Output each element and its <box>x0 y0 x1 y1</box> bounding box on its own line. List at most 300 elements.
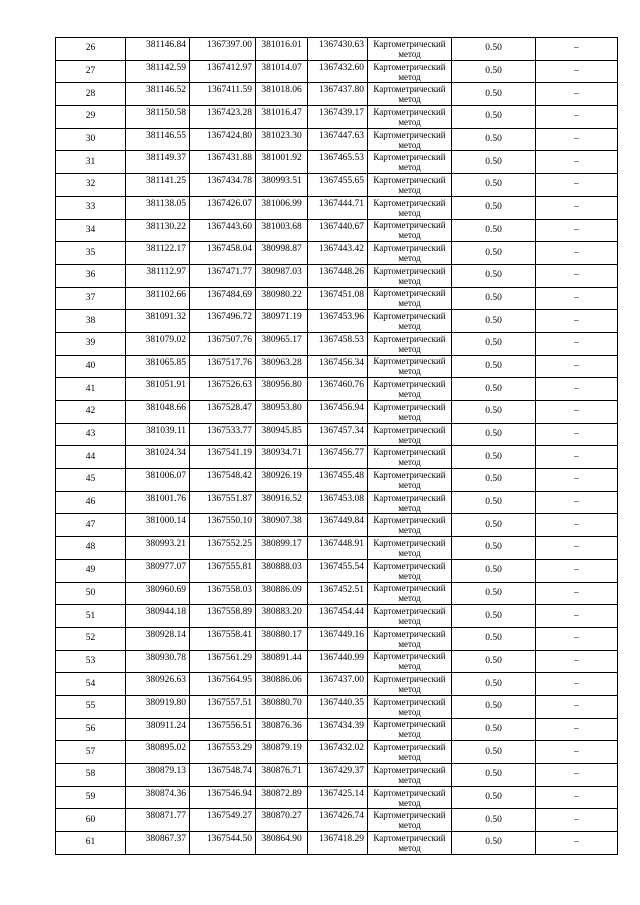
point-number-cell: 34 <box>56 219 126 242</box>
precision-cell: 0.50 <box>452 764 536 787</box>
y-coordinate-existing-cell: 1367423.28 <box>190 106 256 129</box>
note-cell: – <box>536 151 618 174</box>
precision-cell: 0.50 <box>452 605 536 628</box>
table-row <box>56 378 618 401</box>
table-row <box>56 38 618 61</box>
precision-cell: 0.50 <box>452 673 536 696</box>
table-row <box>56 650 618 673</box>
y-coordinate-existing-cell: 1367458.04 <box>190 242 256 265</box>
point-number-cell: 29 <box>56 106 126 129</box>
table-row <box>56 264 618 287</box>
method-cell: Картометрический метод <box>368 627 452 650</box>
point-number-cell: 56 <box>56 718 126 741</box>
x-coordinate-existing-cell: 380977.07 <box>126 559 190 582</box>
x-coordinate-refined-cell: 381001.92 <box>256 151 308 174</box>
x-coordinate-existing-cell: 380960.69 <box>126 582 190 605</box>
precision-cell: 0.50 <box>452 537 536 560</box>
y-coordinate-existing-cell: 1367412.97 <box>190 60 256 83</box>
note-cell: – <box>536 537 618 560</box>
y-coordinate-existing-cell: 1367411.59 <box>190 83 256 106</box>
note-cell: – <box>536 355 618 378</box>
x-coordinate-refined-cell: 380899.17 <box>256 537 308 560</box>
y-coordinate-refined-cell: 1367457.34 <box>308 423 368 446</box>
y-coordinate-refined-cell: 1367443.42 <box>308 242 368 265</box>
point-number-cell: 33 <box>56 196 126 219</box>
note-cell: – <box>536 264 618 287</box>
x-coordinate-refined-cell: 381006.99 <box>256 196 308 219</box>
point-number-cell: 40 <box>56 355 126 378</box>
x-coordinate-refined-cell: 380870.27 <box>256 809 308 832</box>
note-cell: – <box>536 673 618 696</box>
method-cell: Картометрический метод <box>368 423 452 446</box>
table-row <box>56 491 618 514</box>
x-coordinate-refined-cell: 380971.19 <box>256 310 308 333</box>
point-number-cell: 53 <box>56 650 126 673</box>
table-row <box>56 83 618 106</box>
y-coordinate-refined-cell: 1367456.34 <box>308 355 368 378</box>
x-coordinate-refined-cell: 380926.19 <box>256 469 308 492</box>
point-number-cell: 41 <box>56 378 126 401</box>
table-row <box>56 469 618 492</box>
table-row <box>56 128 618 151</box>
y-coordinate-refined-cell: 1367455.48 <box>308 469 368 492</box>
y-coordinate-refined-cell: 1367447.63 <box>308 128 368 151</box>
x-coordinate-refined-cell: 380880.70 <box>256 695 308 718</box>
method-cell: Картометрический метод <box>368 764 452 787</box>
precision-cell: 0.50 <box>452 832 536 855</box>
method-cell: Картометрический метод <box>368 196 452 219</box>
note-cell: – <box>536 83 618 106</box>
x-coordinate-existing-cell: 380919.80 <box>126 695 190 718</box>
y-coordinate-existing-cell: 1367434.78 <box>190 174 256 197</box>
point-number-cell: 58 <box>56 764 126 787</box>
y-coordinate-existing-cell: 1367431.88 <box>190 151 256 174</box>
x-coordinate-existing-cell: 380871.77 <box>126 809 190 832</box>
note-cell: – <box>536 718 618 741</box>
point-number-cell: 49 <box>56 559 126 582</box>
y-coordinate-refined-cell: 1367454.44 <box>308 605 368 628</box>
y-coordinate-refined-cell: 1367440.99 <box>308 650 368 673</box>
x-coordinate-existing-cell: 381024.34 <box>126 446 190 469</box>
y-coordinate-existing-cell: 1367561.29 <box>190 650 256 673</box>
method-cell: Картометрический метод <box>368 60 452 83</box>
precision-cell: 0.50 <box>452 809 536 832</box>
x-coordinate-existing-cell: 380928.14 <box>126 627 190 650</box>
precision-cell: 0.50 <box>452 106 536 129</box>
point-number-cell: 54 <box>56 673 126 696</box>
point-number-cell: 28 <box>56 83 126 106</box>
note-cell: – <box>536 423 618 446</box>
y-coordinate-existing-cell: 1367443.60 <box>190 219 256 242</box>
x-coordinate-existing-cell: 381048.66 <box>126 401 190 424</box>
x-coordinate-existing-cell: 380874.36 <box>126 786 190 809</box>
y-coordinate-refined-cell: 1367448.26 <box>308 264 368 287</box>
y-coordinate-refined-cell: 1367425.14 <box>308 786 368 809</box>
table-row <box>56 832 618 855</box>
x-coordinate-refined-cell: 380998.87 <box>256 242 308 265</box>
y-coordinate-existing-cell: 1367544.50 <box>190 832 256 855</box>
table-row <box>56 673 618 696</box>
y-coordinate-refined-cell: 1367448.91 <box>308 537 368 560</box>
precision-cell: 0.50 <box>452 151 536 174</box>
x-coordinate-refined-cell: 380886.09 <box>256 582 308 605</box>
method-cell: Картометрический метод <box>368 605 452 628</box>
x-coordinate-refined-cell: 380864.90 <box>256 832 308 855</box>
table-row <box>56 310 618 333</box>
y-coordinate-refined-cell: 1367465.53 <box>308 151 368 174</box>
point-number-cell: 61 <box>56 832 126 855</box>
precision-cell: 0.50 <box>452 401 536 424</box>
x-coordinate-existing-cell: 381091.32 <box>126 310 190 333</box>
x-coordinate-refined-cell: 380980.22 <box>256 287 308 310</box>
note-cell: – <box>536 491 618 514</box>
method-cell: Картометрический метод <box>368 559 452 582</box>
x-coordinate-refined-cell: 380891.44 <box>256 650 308 673</box>
precision-cell: 0.50 <box>452 60 536 83</box>
table-row <box>56 559 618 582</box>
y-coordinate-existing-cell: 1367548.74 <box>190 764 256 787</box>
x-coordinate-existing-cell: 381146.84 <box>126 38 190 61</box>
table-row <box>56 446 618 469</box>
table-row <box>56 786 618 809</box>
y-coordinate-existing-cell: 1367558.03 <box>190 582 256 605</box>
precision-cell: 0.50 <box>452 627 536 650</box>
y-coordinate-refined-cell: 1367449.16 <box>308 627 368 650</box>
x-coordinate-refined-cell: 380886.06 <box>256 673 308 696</box>
method-cell: Картометрический метод <box>368 469 452 492</box>
x-coordinate-existing-cell: 381051.91 <box>126 378 190 401</box>
y-coordinate-existing-cell: 1367549.27 <box>190 809 256 832</box>
point-number-cell: 59 <box>56 786 126 809</box>
method-cell: Картометрический метод <box>368 174 452 197</box>
precision-cell: 0.50 <box>452 378 536 401</box>
y-coordinate-refined-cell: 1367418.29 <box>308 832 368 855</box>
method-cell: Картометрический метод <box>368 446 452 469</box>
point-number-cell: 45 <box>56 469 126 492</box>
y-coordinate-existing-cell: 1367553.29 <box>190 741 256 764</box>
point-number-cell: 42 <box>56 401 126 424</box>
note-cell: – <box>536 219 618 242</box>
x-coordinate-existing-cell: 380911.24 <box>126 718 190 741</box>
method-cell: Картометрический метод <box>368 219 452 242</box>
note-cell: – <box>536 332 618 355</box>
y-coordinate-existing-cell: 1367557.51 <box>190 695 256 718</box>
precision-cell: 0.50 <box>452 264 536 287</box>
precision-cell: 0.50 <box>452 355 536 378</box>
x-coordinate-refined-cell: 380956.80 <box>256 378 308 401</box>
table-row <box>56 627 618 650</box>
method-cell: Картометрический метод <box>368 83 452 106</box>
precision-cell: 0.50 <box>452 582 536 605</box>
y-coordinate-existing-cell: 1367564.95 <box>190 673 256 696</box>
method-cell: Картометрический метод <box>368 242 452 265</box>
precision-cell: 0.50 <box>452 128 536 151</box>
point-number-cell: 36 <box>56 264 126 287</box>
method-cell: Картометрический метод <box>368 401 452 424</box>
precision-cell: 0.50 <box>452 469 536 492</box>
x-coordinate-existing-cell: 380930.78 <box>126 650 190 673</box>
note-cell: – <box>536 287 618 310</box>
method-cell: Картометрический метод <box>368 718 452 741</box>
note-cell: – <box>536 469 618 492</box>
x-coordinate-existing-cell: 381039.11 <box>126 423 190 446</box>
x-coordinate-refined-cell: 380876.36 <box>256 718 308 741</box>
point-number-cell: 26 <box>56 38 126 61</box>
table-row <box>56 741 618 764</box>
y-coordinate-existing-cell: 1367556.51 <box>190 718 256 741</box>
point-number-cell: 30 <box>56 128 126 151</box>
point-number-cell: 55 <box>56 695 126 718</box>
x-coordinate-existing-cell: 380879.13 <box>126 764 190 787</box>
x-coordinate-existing-cell: 380993.21 <box>126 537 190 560</box>
x-coordinate-refined-cell: 380876.71 <box>256 764 308 787</box>
x-coordinate-refined-cell: 380888.03 <box>256 559 308 582</box>
note-cell: – <box>536 378 618 401</box>
x-coordinate-existing-cell: 381122.17 <box>126 242 190 265</box>
precision-cell: 0.50 <box>452 650 536 673</box>
note-cell: – <box>536 832 618 855</box>
y-coordinate-refined-cell: 1367429.37 <box>308 764 368 787</box>
x-coordinate-existing-cell: 381102.66 <box>126 287 190 310</box>
x-coordinate-existing-cell: 381142.59 <box>126 60 190 83</box>
note-cell: – <box>536 809 618 832</box>
precision-cell: 0.50 <box>452 446 536 469</box>
x-coordinate-refined-cell: 380880.17 <box>256 627 308 650</box>
y-coordinate-refined-cell: 1367437.80 <box>308 83 368 106</box>
point-number-cell: 31 <box>56 151 126 174</box>
y-coordinate-refined-cell: 1367432.60 <box>308 60 368 83</box>
note-cell: – <box>536 106 618 129</box>
y-coordinate-existing-cell: 1367517.76 <box>190 355 256 378</box>
x-coordinate-existing-cell: 381138.05 <box>126 196 190 219</box>
note-cell: – <box>536 174 618 197</box>
method-cell: Картометрический метод <box>368 106 452 129</box>
point-number-cell: 43 <box>56 423 126 446</box>
precision-cell: 0.50 <box>452 174 536 197</box>
table-row <box>56 355 618 378</box>
y-coordinate-existing-cell: 1367528.47 <box>190 401 256 424</box>
table-row <box>56 423 618 446</box>
precision-cell: 0.50 <box>452 695 536 718</box>
table-row <box>56 287 618 310</box>
y-coordinate-refined-cell: 1367455.65 <box>308 174 368 197</box>
y-coordinate-existing-cell: 1367526.63 <box>190 378 256 401</box>
note-cell: – <box>536 627 618 650</box>
point-number-cell: 35 <box>56 242 126 265</box>
table-row <box>56 605 618 628</box>
note-cell: – <box>536 741 618 764</box>
precision-cell: 0.50 <box>452 287 536 310</box>
precision-cell: 0.50 <box>452 559 536 582</box>
method-cell: Картометрический метод <box>368 514 452 537</box>
y-coordinate-refined-cell: 1367460.76 <box>308 378 368 401</box>
x-coordinate-existing-cell: 381000.14 <box>126 514 190 537</box>
y-coordinate-existing-cell: 1367397.00 <box>190 38 256 61</box>
point-number-cell: 50 <box>56 582 126 605</box>
x-coordinate-existing-cell: 381130.22 <box>126 219 190 242</box>
y-coordinate-refined-cell: 1367444.71 <box>308 196 368 219</box>
method-cell: Картометрический метод <box>368 38 452 61</box>
precision-cell: 0.50 <box>452 741 536 764</box>
method-cell: Картометрический метод <box>368 287 452 310</box>
table-row <box>56 174 618 197</box>
method-cell: Картометрический метод <box>368 695 452 718</box>
precision-cell: 0.50 <box>452 38 536 61</box>
table-row <box>56 764 618 787</box>
y-coordinate-existing-cell: 1367484.69 <box>190 287 256 310</box>
table-row <box>56 809 618 832</box>
x-coordinate-refined-cell: 381018.06 <box>256 83 308 106</box>
x-coordinate-existing-cell: 381146.55 <box>126 128 190 151</box>
x-coordinate-existing-cell: 381150.58 <box>126 106 190 129</box>
method-cell: Картометрический метод <box>368 832 452 855</box>
x-coordinate-existing-cell: 381001.76 <box>126 491 190 514</box>
method-cell: Картометрический метод <box>368 355 452 378</box>
method-cell: Картометрический метод <box>368 332 452 355</box>
x-coordinate-refined-cell: 380872.89 <box>256 786 308 809</box>
precision-cell: 0.50 <box>452 786 536 809</box>
x-coordinate-existing-cell: 381065.85 <box>126 355 190 378</box>
table-row <box>56 106 618 129</box>
table-row <box>56 242 618 265</box>
point-number-cell: 60 <box>56 809 126 832</box>
y-coordinate-refined-cell: 1367440.67 <box>308 219 368 242</box>
y-coordinate-existing-cell: 1367496.72 <box>190 310 256 333</box>
y-coordinate-refined-cell: 1367449.84 <box>308 514 368 537</box>
x-coordinate-refined-cell: 380993.51 <box>256 174 308 197</box>
point-number-cell: 46 <box>56 491 126 514</box>
y-coordinate-refined-cell: 1367458.53 <box>308 332 368 355</box>
note-cell: – <box>536 764 618 787</box>
x-coordinate-refined-cell: 380879.19 <box>256 741 308 764</box>
x-coordinate-refined-cell: 380953.80 <box>256 401 308 424</box>
precision-cell: 0.50 <box>452 83 536 106</box>
point-number-cell: 44 <box>56 446 126 469</box>
x-coordinate-existing-cell: 380867.37 <box>126 832 190 855</box>
point-number-cell: 39 <box>56 332 126 355</box>
y-coordinate-refined-cell: 1367440.35 <box>308 695 368 718</box>
x-coordinate-existing-cell: 381006.07 <box>126 469 190 492</box>
note-cell: – <box>536 310 618 333</box>
x-coordinate-refined-cell: 381023.30 <box>256 128 308 151</box>
point-number-cell: 38 <box>56 310 126 333</box>
y-coordinate-refined-cell: 1367453.08 <box>308 491 368 514</box>
y-coordinate-existing-cell: 1367426.07 <box>190 196 256 219</box>
note-cell: – <box>536 242 618 265</box>
x-coordinate-refined-cell: 380883.20 <box>256 605 308 628</box>
y-coordinate-refined-cell: 1367452.51 <box>308 582 368 605</box>
method-cell: Картометрический метод <box>368 151 452 174</box>
method-cell: Картометрический метод <box>368 741 452 764</box>
method-cell: Картометрический метод <box>368 128 452 151</box>
x-coordinate-refined-cell: 380907.38 <box>256 514 308 537</box>
x-coordinate-existing-cell: 381112.97 <box>126 264 190 287</box>
method-cell: Картометрический метод <box>368 264 452 287</box>
table-row <box>56 196 618 219</box>
point-number-cell: 51 <box>56 605 126 628</box>
note-cell: – <box>536 38 618 61</box>
method-cell: Картометрический метод <box>368 378 452 401</box>
precision-cell: 0.50 <box>452 219 536 242</box>
method-cell: Картометрический метод <box>368 310 452 333</box>
y-coordinate-refined-cell: 1367456.94 <box>308 401 368 424</box>
table-body <box>56 38 618 855</box>
y-coordinate-existing-cell: 1367533.77 <box>190 423 256 446</box>
note-cell: – <box>536 559 618 582</box>
point-number-cell: 52 <box>56 627 126 650</box>
method-cell: Картометрический метод <box>368 673 452 696</box>
x-coordinate-refined-cell: 381016.47 <box>256 106 308 129</box>
y-coordinate-refined-cell: 1367455.54 <box>308 559 368 582</box>
x-coordinate-refined-cell: 380916.52 <box>256 491 308 514</box>
y-coordinate-existing-cell: 1367550.10 <box>190 514 256 537</box>
note-cell: – <box>536 446 618 469</box>
note-cell: – <box>536 695 618 718</box>
x-coordinate-existing-cell: 380944.18 <box>126 605 190 628</box>
table-row <box>56 332 618 355</box>
table-row <box>56 718 618 741</box>
y-coordinate-existing-cell: 1367471.77 <box>190 264 256 287</box>
x-coordinate-existing-cell: 381141.25 <box>126 174 190 197</box>
document-page <box>55 37 617 855</box>
y-coordinate-existing-cell: 1367424.80 <box>190 128 256 151</box>
x-coordinate-refined-cell: 381003.68 <box>256 219 308 242</box>
table-row <box>56 151 618 174</box>
note-cell: – <box>536 401 618 424</box>
y-coordinate-refined-cell: 1367453.96 <box>308 310 368 333</box>
y-coordinate-existing-cell: 1367558.41 <box>190 627 256 650</box>
precision-cell: 0.50 <box>452 332 536 355</box>
point-number-cell: 57 <box>56 741 126 764</box>
table-row <box>56 401 618 424</box>
y-coordinate-refined-cell: 1367451.08 <box>308 287 368 310</box>
y-coordinate-refined-cell: 1367437.00 <box>308 673 368 696</box>
x-coordinate-refined-cell: 380963.28 <box>256 355 308 378</box>
coordinates-table <box>55 37 618 855</box>
note-cell: – <box>536 605 618 628</box>
method-cell: Картометрический метод <box>368 491 452 514</box>
x-coordinate-existing-cell: 380895.02 <box>126 741 190 764</box>
table-row <box>56 60 618 83</box>
x-coordinate-refined-cell: 381014.07 <box>256 60 308 83</box>
precision-cell: 0.50 <box>452 423 536 446</box>
y-coordinate-existing-cell: 1367507.76 <box>190 332 256 355</box>
x-coordinate-refined-cell: 380945.85 <box>256 423 308 446</box>
x-coordinate-existing-cell: 381079.02 <box>126 332 190 355</box>
x-coordinate-refined-cell: 381016.01 <box>256 38 308 61</box>
precision-cell: 0.50 <box>452 242 536 265</box>
table-row <box>56 514 618 537</box>
note-cell: – <box>536 128 618 151</box>
x-coordinate-existing-cell: 380926.63 <box>126 673 190 696</box>
point-number-cell: 48 <box>56 537 126 560</box>
precision-cell: 0.50 <box>452 196 536 219</box>
note-cell: – <box>536 60 618 83</box>
method-cell: Картометрический метод <box>368 650 452 673</box>
note-cell: – <box>536 650 618 673</box>
y-coordinate-refined-cell: 1367439.17 <box>308 106 368 129</box>
x-coordinate-existing-cell: 381149.37 <box>126 151 190 174</box>
x-coordinate-existing-cell: 381146.52 <box>126 83 190 106</box>
y-coordinate-existing-cell: 1367555.81 <box>190 559 256 582</box>
point-number-cell: 47 <box>56 514 126 537</box>
y-coordinate-existing-cell: 1367552.25 <box>190 537 256 560</box>
y-coordinate-existing-cell: 1367541.19 <box>190 446 256 469</box>
y-coordinate-existing-cell: 1367551.87 <box>190 491 256 514</box>
method-cell: Картометрический метод <box>368 582 452 605</box>
x-coordinate-refined-cell: 380965.17 <box>256 332 308 355</box>
table-row <box>56 219 618 242</box>
